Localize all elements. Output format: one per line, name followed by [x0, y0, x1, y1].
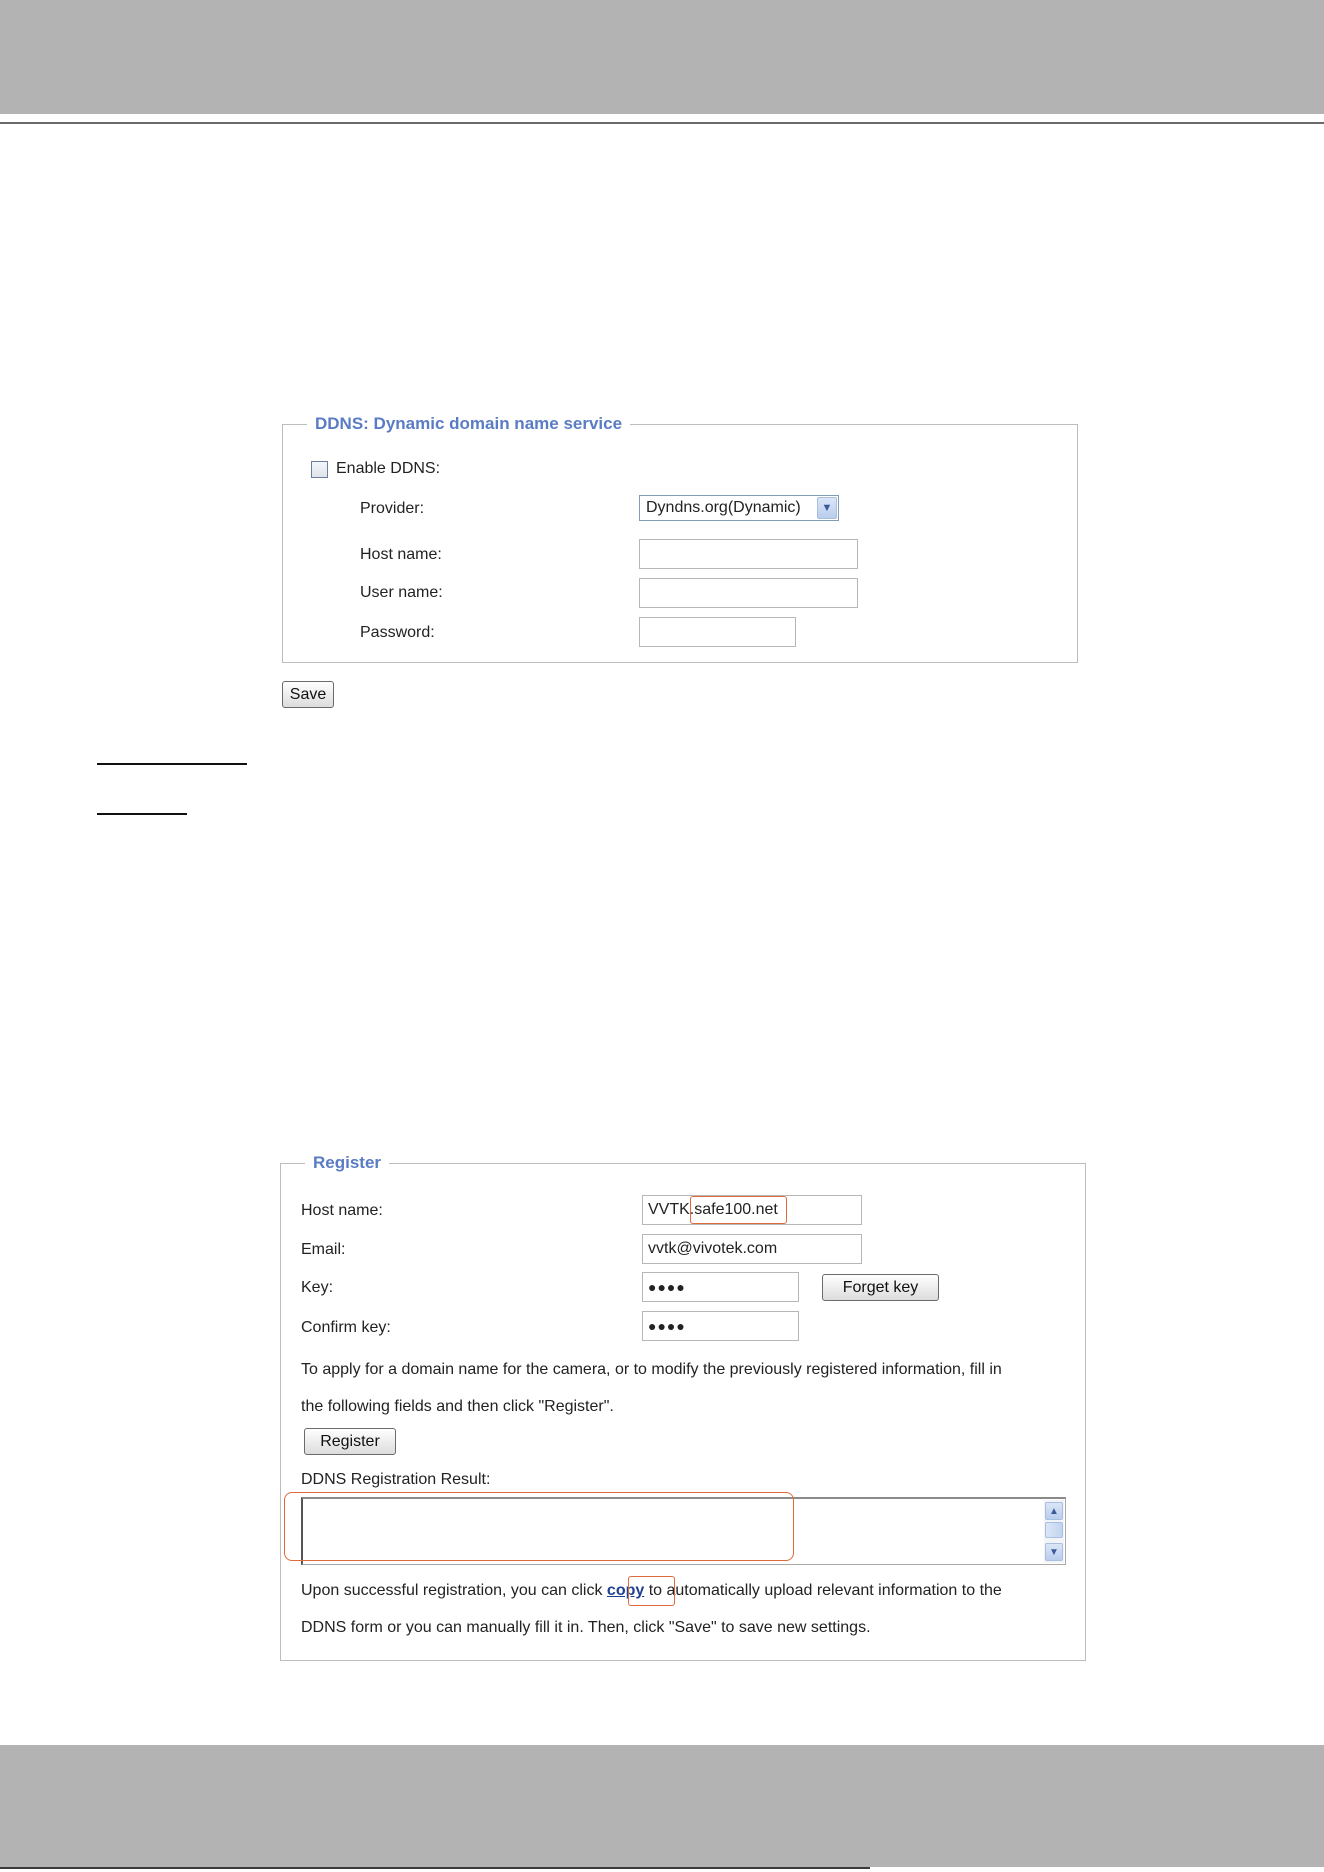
- key-label: Key:: [301, 1279, 334, 1296]
- register-panel-title: Register: [313, 1153, 382, 1172]
- ddns-host-name-input[interactable]: [639, 539, 858, 569]
- ddns-user-name-label: User name:: [360, 584, 443, 601]
- ddns-panel-title: DDNS: Dynamic domain name service: [315, 414, 623, 433]
- provider-select-value: Dyndns.org(Dynamic): [646, 499, 801, 516]
- email-input[interactable]: vvtk@vivotek.com: [642, 1234, 862, 1264]
- heading-underline: [97, 763, 247, 765]
- registration-result-label: DDNS Registration Result:: [301, 1471, 491, 1488]
- result-scrollbar[interactable]: [1044, 1500, 1064, 1563]
- confirm-key-input[interactable]: ●●●●: [642, 1311, 799, 1341]
- copy-instructions-line2: DDNS form or you can manually fill it in. Then, click "Save" to save new settings.: [301, 1619, 871, 1636]
- host-name-highlight: [690, 1196, 787, 1224]
- ddns-password-label: Password:: [360, 624, 435, 641]
- register-button[interactable]: Register: [304, 1428, 396, 1455]
- key-input[interactable]: ●●●●: [642, 1272, 799, 1302]
- enable-ddns-checkbox[interactable]: [311, 461, 328, 478]
- register-host-name-input[interactable]: VVTK.safe100.net: [642, 1195, 862, 1225]
- register-instructions-line1: To apply for a domain name for the camera, or to modify the previously registered information, fill in: [301, 1361, 1002, 1378]
- result-highlight: [284, 1492, 794, 1561]
- register-host-name-label: Host name:: [301, 1202, 383, 1219]
- ddns-host-name-label: Host name:: [360, 546, 442, 563]
- chevron-down-icon[interactable]: ▼: [1045, 1543, 1063, 1561]
- ddns-user-name-input[interactable]: [639, 578, 858, 608]
- enable-ddns-label: Enable DDNS:: [336, 460, 441, 477]
- forget-key-button[interactable]: Forget key: [822, 1274, 939, 1301]
- ddns-password-input[interactable]: [639, 617, 796, 647]
- copy-instructions-suffix: to automatically upload relevant information to the: [644, 1582, 1002, 1599]
- provider-label: Provider:: [360, 500, 425, 517]
- provider-select[interactable]: [639, 495, 839, 521]
- scroll-thumb[interactable]: [1045, 1522, 1063, 1538]
- footer-band: [0, 1745, 1324, 1867]
- footer-rule: [0, 1867, 870, 1869]
- copy-link[interactable]: copy: [606, 1582, 645, 1599]
- header-band: [0, 0, 1324, 114]
- save-button[interactable]: Save: [282, 681, 334, 708]
- chevron-down-icon[interactable]: ▼: [817, 497, 837, 519]
- register-instructions-line2: the following fields and then click "Register".: [301, 1398, 614, 1415]
- header-rule: [0, 122, 1324, 124]
- confirm-key-label: Confirm key:: [301, 1319, 391, 1336]
- copy-link-highlight: [628, 1576, 675, 1606]
- chevron-up-icon[interactable]: ▲: [1045, 1502, 1063, 1520]
- copy-instructions-prefix: Upon successful registration, you can click: [301, 1582, 607, 1599]
- heading-underline: [97, 813, 187, 815]
- email-label: Email:: [301, 1241, 346, 1258]
